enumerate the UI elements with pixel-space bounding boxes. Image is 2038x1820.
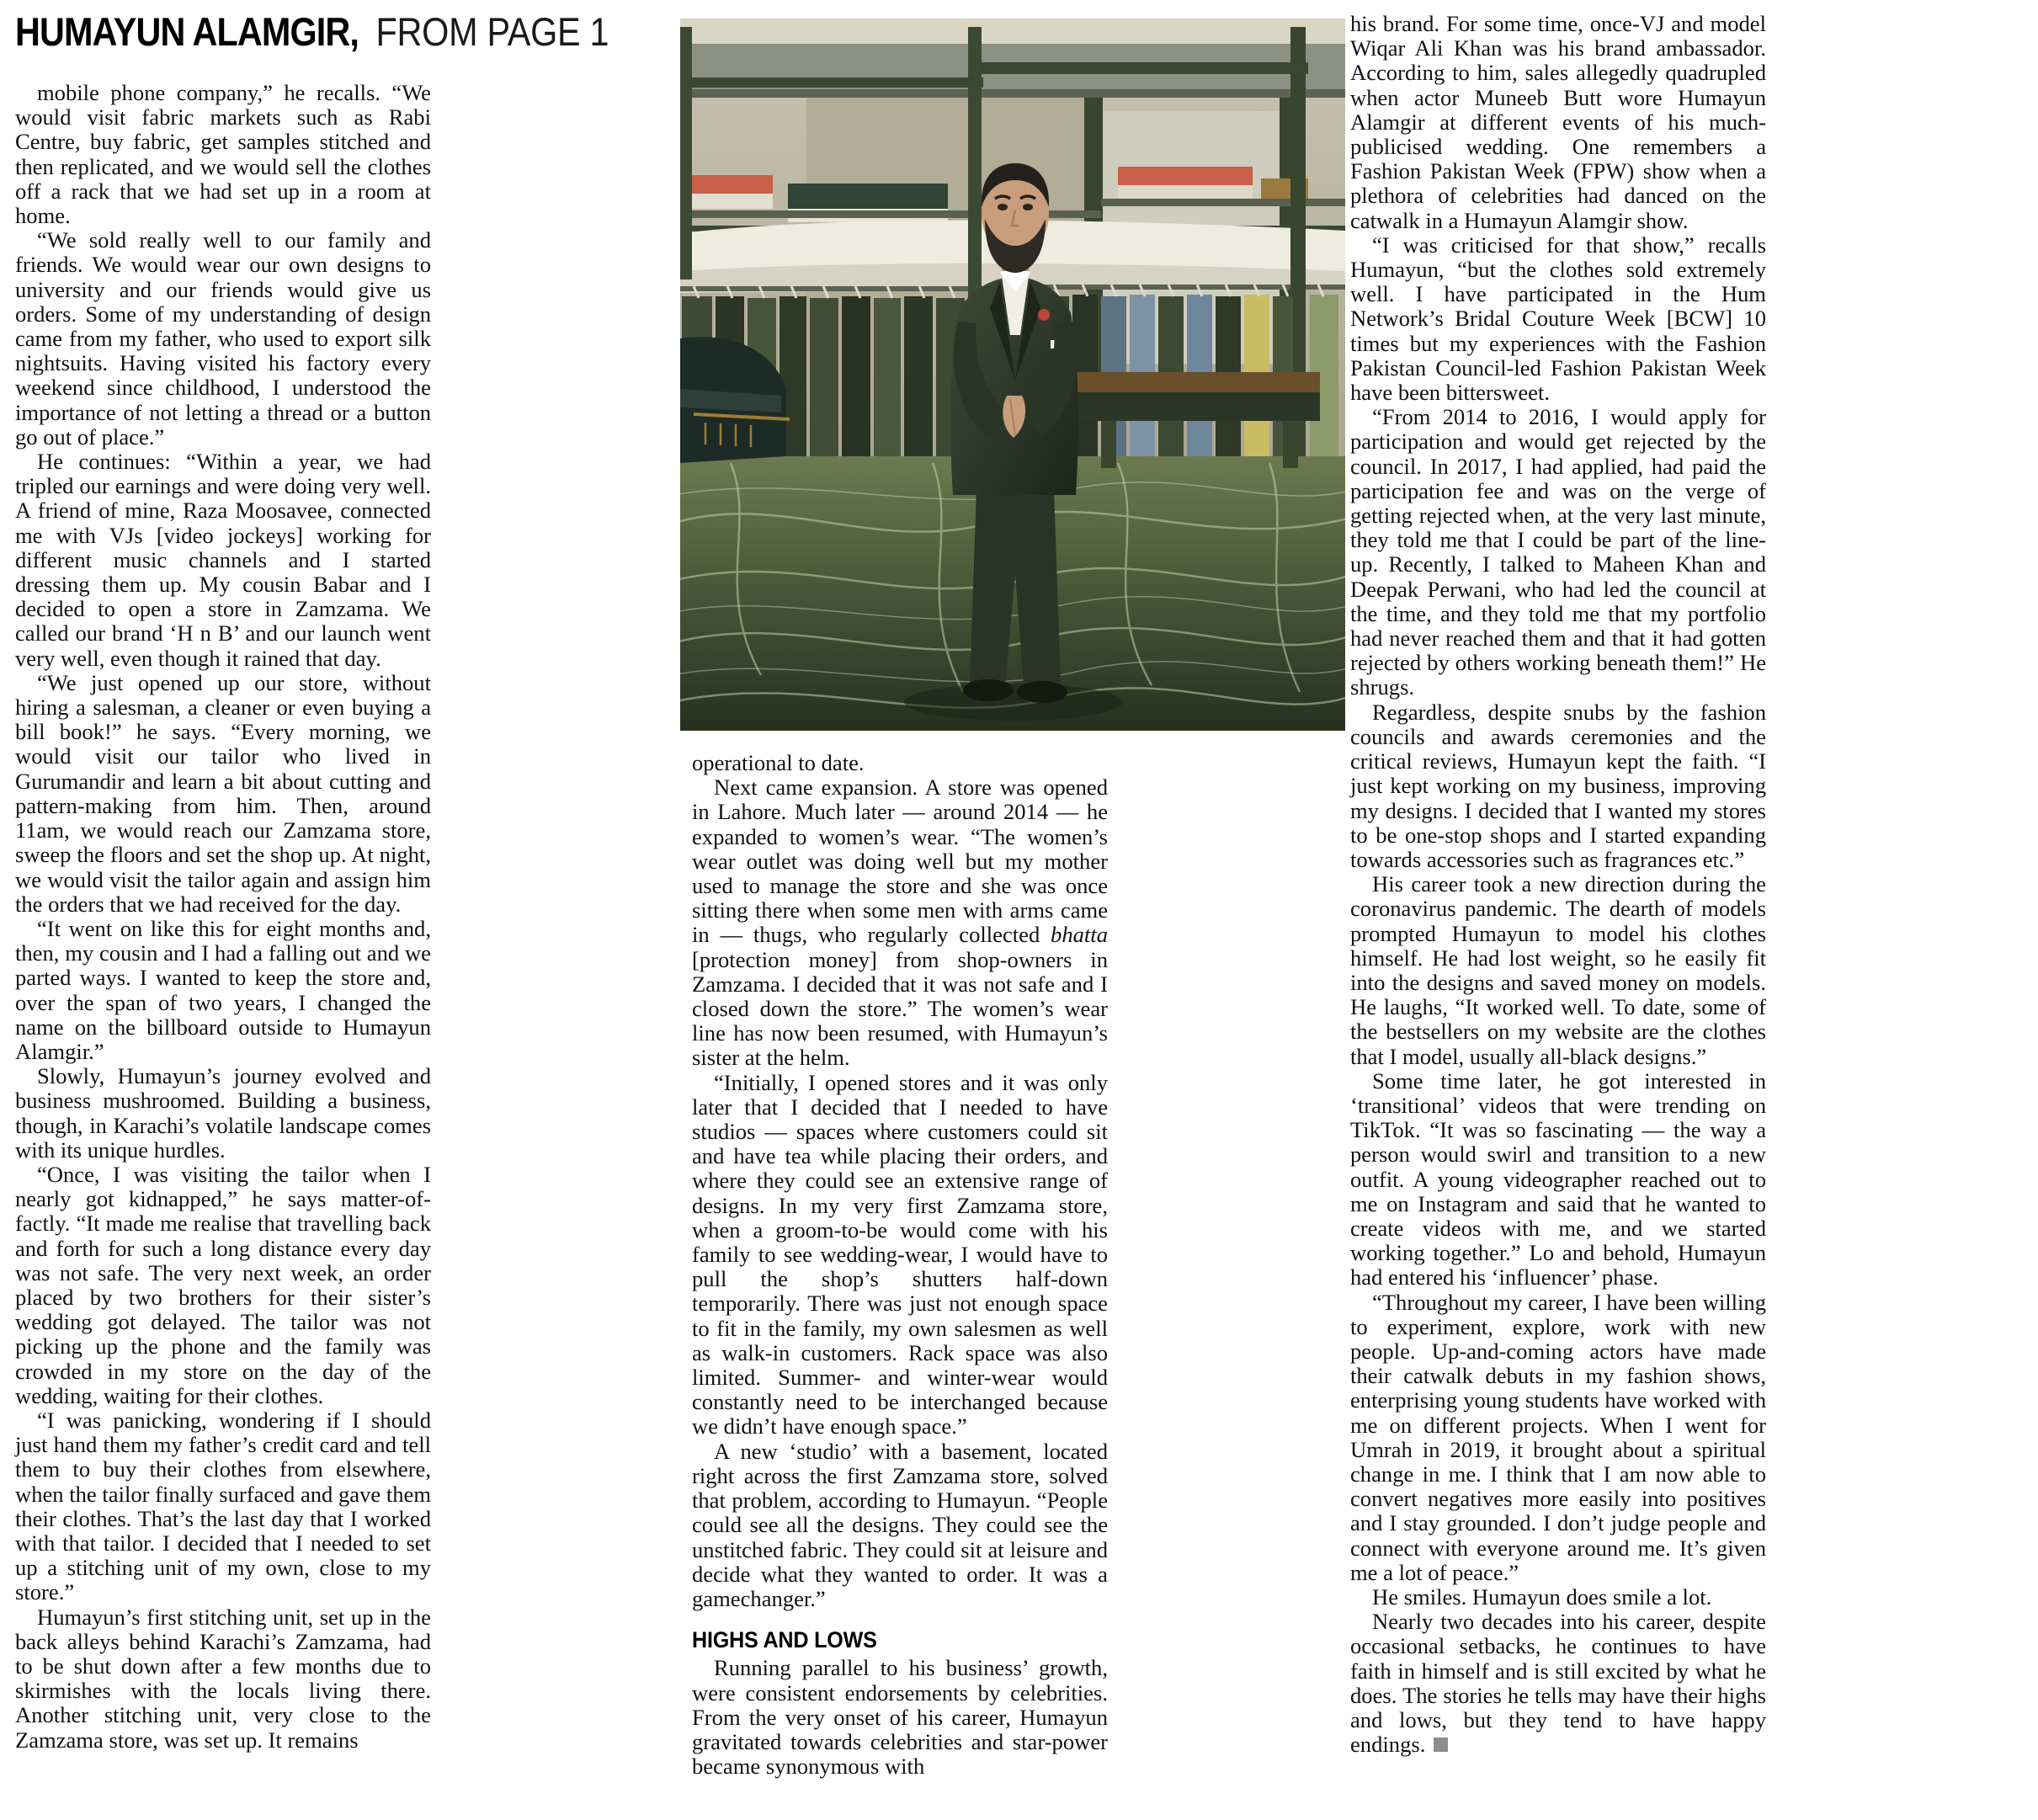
jump-header — [15, 8, 680, 57]
paragraph: “Initially, I opened stores and it was only later that I decided that I needed to have studios — spaces where customers could sit and have tea while placing their orders, and where they could see an extensive range of designs. In my very first Zamzama store, when a groom-to-be would come with his family to see wedding-wear, I would have to pull the shop’s shutters half-down temporarily. There was just not enough space to fit in the family, my own salesmen as well as walk-in customers. Rack space was also limited. Summer- and winter-wear would constantly need to be interchanged because we didn’t have enough space.” — [692, 1069, 1108, 1440]
paragraph: “We just opened up our store, without hiring a salesman, a cleaner or even buying a bill book!” he says. “Every morning, we would visit our tailor who lived in Gurumandir and learn a bit about cutting and pattern-making from him. Then, around 11am, we would reach our Zamzama store, sweep the floors and set the shop up. At night, we would visit the tailor again and assign him the orders that we had received for the day. — [15, 669, 431, 917]
column-left — [15, 81, 431, 1813]
paragraph: “Throughout my career, I have been willing to experiment, explore, work with new people. Up-and-coming actors have made their catwalk debuts in my fashion shows, enterprising young students have worked with me on different projects. When I went for Umrah in 2019, it brought about a spiritual change in me. I think that I am now able to convert negatives more easily into positives and I stay grounded. I don’t judge people and connect with everyone around me. It’s given me a lot of peace.” — [1350, 1289, 1766, 1585]
end-of-story-mark — [1434, 1738, 1448, 1752]
column-right — [1350, 12, 1766, 1813]
paragraph: “It went on like this for eight months and, then, my cousin and I had a falling out and we parted ways. I wanted to keep the store and, over the span of two years, I changed the name on the billboard outside to Humayun Alamgir.” — [15, 915, 431, 1064]
jump-header-continued-from: FROM PAGE 1 — [375, 9, 609, 54]
paragraph: Nearly two decades into his career, despite occasional setbacks, he continues to have faith in himself and is still excited by what he does. The stories he tells may have their highs and lows, but they tend to have happy endings. — [1350, 1609, 1766, 1758]
paragraph: Running parallel to his business’ growth, were consistent endorsements by celebrities. From the very onset of his career, Humayun gravitated towards celebrities and star-power became synonymous with — [692, 1655, 1108, 1780]
jump-header-name: HUMAYUN ALAMGIR, — [15, 9, 359, 54]
paragraph: “From 2014 to 2016, I would apply for participation and would get rejected by the council. In 2017, I had applied, had paid the participation fee and was on the verge of getting rejected when, at the very last minute, they told me that I could be part of the line-up. Recently, I talked to Maheen Khan and Deepak Perwani, who had led the council at the time, and they told me that my portfolio had never reached them and that it had gotten rejected by others working beneath them!” He shrugs. — [1350, 404, 1766, 700]
paragraph: “I was panicking, wondering if I should just hand them my father’s credit card and tell them to buy their clothes from elsewhere, when the tailor finally surfaced and gave them their clothes. That’s the last day that I worked with that tailor. I decided that I needed to set up a stitching unit of my own, close to my store.” — [15, 1407, 432, 1605]
paragraph: mobile phone company,” he recalls. “We would visit fabric markets such as Rabi Centre, buy fabric, get samples stitched and then replicated, and we would sell the clothes off a rack that we had set up in a room at home. — [15, 80, 431, 229]
paragraph: “Once, I was visiting the tailor when I nearly got kidnapped,” he says matter-of-factly. “It made me realise that travelling back and forth for such a long distance every day was not safe. The very next week, an order placed by two brothers for their sister’s wedding got delayed. The tailor was not picking up the phone and the family was crowded in my store on the day of the wedding, waiting for their clothes. — [15, 1161, 431, 1408]
paragraph: Slowly, Humayun’s journey evolved and business mushroomed. Building a business, though, in Karachi’s volatile landscape comes with its unique hurdles. — [15, 1063, 431, 1163]
paragraph: “I was criticised for that show,” recalls Humayun, “but the clothes sold extremely well. I have participated in the Hum Network’s Bridal Couture Week [BCW] 10 times but my experiences with the Fashion Pakistan Council-led Fashion Pakistan Week have been bittersweet. — [1350, 231, 1766, 406]
paragraph: A new ‘studio’ with a basement, located right across the first Zamzama store, solved that problem, according to Humayun. “People could see all the designs. They could see the unstitched fabric. They could sit at leisure and decide what they wanted to order. It was a gamechanger.” — [692, 1438, 1108, 1611]
paragraph: His career took a new direction during the coronavirus pandemic. The dearth of models prompted Humayun to model his clothes himself. He had lost weight, so he easily fit into the designs and saved money on models. He laughs, “It worked well. To date, some of the bestsellers on my website are the clothes that I model, usually all-black designs.” — [1350, 871, 1766, 1069]
paragraph: “We sold really well to our family and friends. We would wear our own designs to university and our friends would give us orders. Some of my understanding of design came from my father, who used to export silk nightsuits. Having visited his factory every weekend since childhood, I understood the importance of not letting a thread or a button go out of place.” — [15, 227, 431, 450]
article-photo-illustration — [680, 19, 1345, 731]
paragraph: operational to date. — [692, 750, 865, 775]
foreign-term: bhatta — [1051, 922, 1108, 948]
column-middle — [692, 751, 1108, 1813]
paragraph: Some time later, he got interested in ‘transitional’ videos that were trending on TikTok. “It was so fascinating — the way a person would swirl and transition to a new outfit. A young videographer reached out to me on Instagram and said that he wanted to create videos with me, and we started working together.” Lo and behold, Humayun had entered his ‘influencer’ phase. — [1350, 1067, 1766, 1290]
paragraph: He smiles. Humayun does smile a lot. — [1372, 1584, 1712, 1610]
article-photo — [680, 19, 1345, 731]
section-subheading: HIGHS AND LOWS — [692, 1627, 877, 1653]
paragraph: Next came expansion. A store was opened in Lahore. Much later — around 2014 — he expanded to women’s wear. “The women’s wear outlet was doing well but my mother used to manage the store and she was once sitting there when some men with arms came in — thugs, who regularly collected bhatta [protection money] from shop-owners in Zamzama. I decided that it was not safe and I closed down the store.” The women’s wear line has now been resumed, with Humayun’s sister at the helm. — [692, 774, 1108, 1071]
paragraph: his brand. For some time, once-VJ and model Wiqar Ali Khan was his brand ambassador. According to him, sales allegedly quadrupled when actor Muneeb Butt wore Humayun Alamgir at different events of his much-publicised wedding. One remembers a Fashion Pakistan Week (FPW) show when a plethora of celebrities had danced on the catwalk in a Humayun Alamgir show. — [1350, 11, 1766, 233]
paragraph: He continues: “Within a year, we had tripled our earnings and were doing very well. A friend of mine, Raza Moosavee, connected me with VJs [video jockeys] working for different music channels and I started dressing them up. My cousin Babar and I decided to open a store in Zamzama. We called our brand ‘H n B’ and our launch went very well, even though it rained that day. — [15, 449, 431, 671]
paragraph: Humayun’s first stitching unit, set up in the back alleys behind Karachi’s Zamzama, had to be shut down after a few months due to skirmishes with the locals living there. Another stitching unit, very close to the Zamzama store, was set up. It remains — [15, 1604, 431, 1753]
paragraph: Regardless, despite snubs by the fashion councils and awards ceremonies and the critical reviews, Humayun kept the faith. “I just kept working on my business, improving my designs. I decided that I wanted my stores to be one-stop shops and I started expanding towards accessories such as fragrances etc.” — [1350, 699, 1766, 872]
